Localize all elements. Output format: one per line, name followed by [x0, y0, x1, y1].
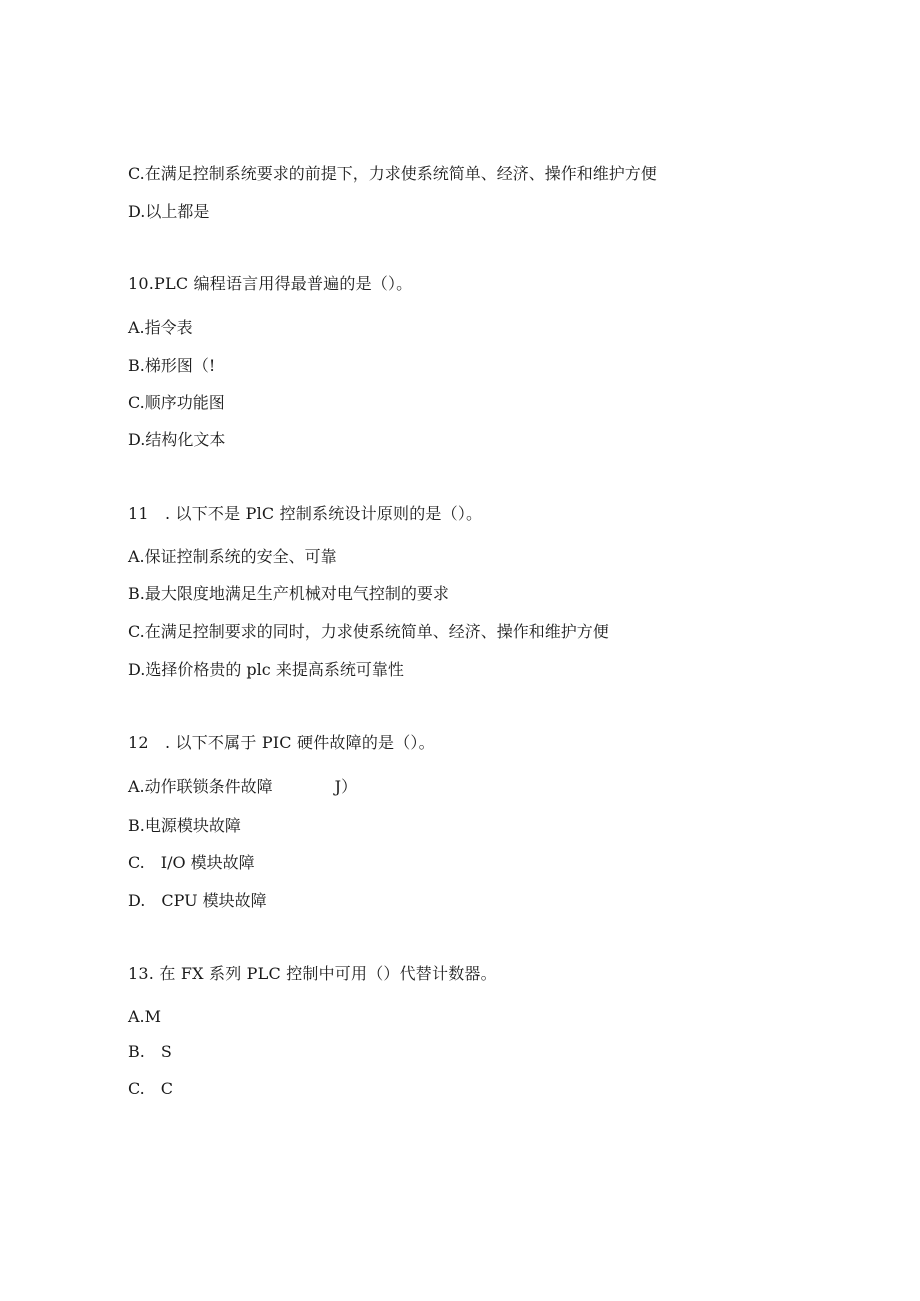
stray-mark: J）: [334, 777, 358, 796]
question-10-option-b: B.梯形图（!: [128, 356, 216, 375]
option-c-prev: C.在满足控制系统要求的前提下，力求使系统简单、经济、操作和维护方便: [128, 164, 657, 183]
option-d-prev: D.以上都是: [128, 202, 210, 221]
question-10-option-d: D.结构化文本: [128, 430, 226, 449]
question-13-option-c: C. C: [128, 1079, 174, 1098]
question-11-option-b: B.最大限度地满足生产机械对电气控制的要求: [128, 584, 449, 603]
question-11-option-d: D.选择价格贵的 plc 来提高系统可靠性: [128, 660, 404, 679]
question-12-option-a-row: [128, 777, 357, 797]
question-10-option-c: C.顺序功能图: [128, 393, 225, 412]
question-11-option-a: A.保证控制系统的安全、可靠: [128, 547, 337, 566]
question-11-option-c: C.在满足控制要求的同时，力求使系统简单、经济、操作和维护方便: [128, 622, 609, 641]
question-13-option-a: A.M: [128, 1007, 162, 1026]
question-11-stem: 11 . 以下不是 PlC 控制系统设计原则的是（）。: [128, 504, 483, 523]
question-12-option-c: C. I/O 模块故障: [128, 853, 255, 872]
question-12-option-a: A.动作联锁条件故障: [128, 777, 273, 796]
question-12-option-d: D. CPU 模块故障: [128, 891, 267, 910]
question-10-stem: 10.PLC 编程语言用得最普遍的是（）。: [128, 274, 413, 293]
question-10-option-a: A.指令表: [128, 318, 193, 337]
question-13-stem: 13. 在 FX 系列 PLC 控制中可用（）代替计数器。: [128, 964, 497, 983]
question-12-stem: 12 . 以下不属于 PIC 硬件故障的是（）。: [128, 733, 435, 752]
question-13-option-b: B. S: [128, 1042, 172, 1061]
question-12-option-b: B.电源模块故障: [128, 816, 241, 835]
